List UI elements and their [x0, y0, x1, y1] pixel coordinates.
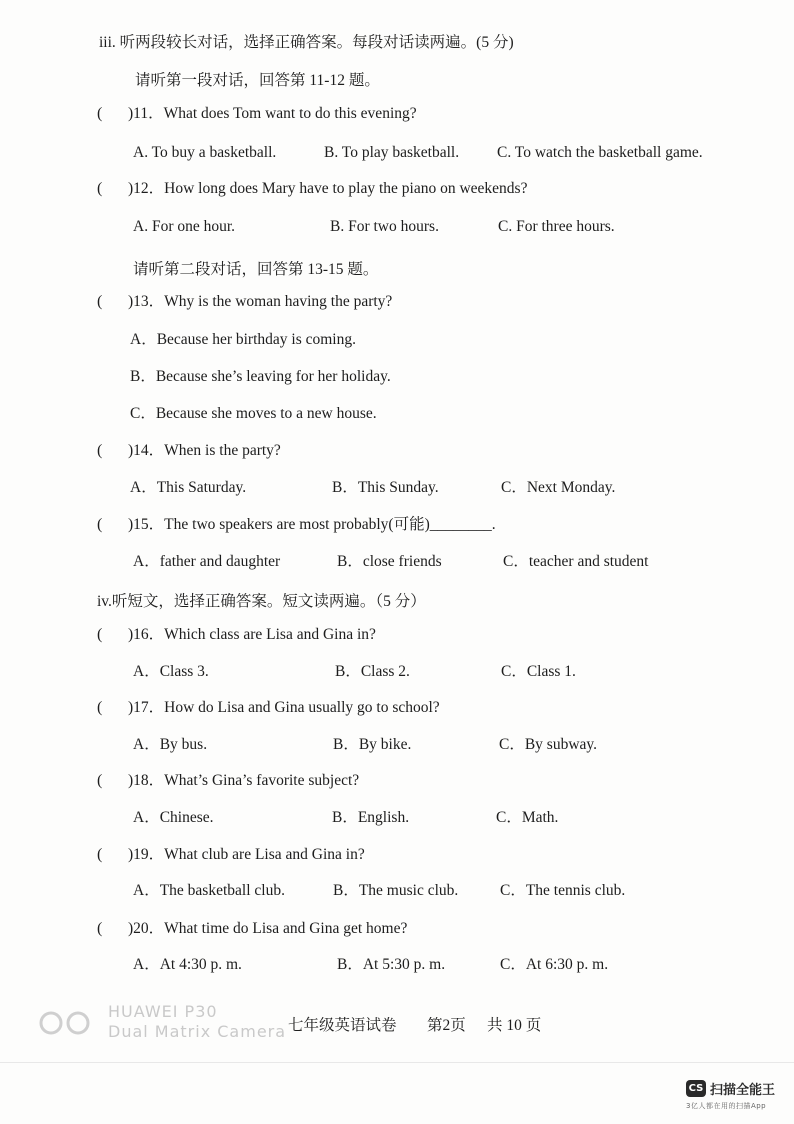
watermark-brand: HUAWEI P30 — [108, 1002, 218, 1021]
option-b: B．This Sunday. — [332, 479, 439, 496]
section-4-heading: iv.听短文，选择正确答案。短文读两遍。（5 分） — [97, 593, 426, 610]
answer-paren: ( — [97, 920, 103, 937]
option-c: C．By subway. — [499, 736, 598, 753]
option-a: A．Class 3. — [133, 663, 209, 680]
question-stem: )20．What time do Lisa and Gina get home? — [128, 920, 408, 937]
option-c: C．Class 1. — [501, 663, 576, 680]
option-c: C．Next Monday. — [501, 479, 616, 496]
option-a: A．father and daughter — [133, 553, 281, 570]
question-stem: )14．When is the party? — [128, 442, 281, 459]
question-stem: )16．Which class are Lisa and Gina in? — [128, 626, 376, 643]
camera-lens-icon — [38, 1010, 96, 1036]
answer-paren: ( — [97, 846, 103, 863]
option-c: C．Math. — [496, 809, 559, 826]
footer-exam-title: 七年级英语试卷 — [288, 1017, 397, 1034]
option-b: B. To play basketball. — [324, 144, 460, 161]
dialogue-1-intro: 请听第一段对话，回答第 11-12 题。 — [135, 72, 380, 89]
question-stem: )15．The two speakers are most probably(可能)________. — [128, 516, 496, 533]
footer-page-number: 第2页 — [427, 1017, 466, 1034]
answer-paren: ( — [97, 442, 103, 459]
option-b: B．close friends — [337, 553, 442, 570]
option-c: C. For three hours. — [498, 218, 615, 235]
option-a: A．At 4:30 p. m. — [133, 956, 242, 973]
answer-paren: ( — [97, 516, 103, 533]
answer-paren: ( — [97, 180, 103, 197]
option-b: B．Class 2. — [335, 663, 410, 680]
question-stem: )19．What club are Lisa and Gina in? — [128, 846, 365, 863]
scan-divider — [0, 1062, 794, 1063]
option-c: C. To watch the basketball game. — [497, 144, 703, 161]
option-a: A．This Saturday. — [130, 479, 247, 496]
answer-paren: ( — [97, 699, 103, 716]
option-b: B．The music club. — [333, 882, 459, 899]
camera-watermark — [108, 1002, 318, 1042]
camscanner-logo-icon: CS — [686, 1080, 706, 1097]
option-c: C．Because she moves to a new house. — [130, 405, 377, 422]
option-b: B. For two hours. — [330, 218, 439, 235]
option-b: B．Because she’s leaving for her holiday. — [130, 368, 391, 385]
option-c: C．The tennis club. — [500, 882, 626, 899]
option-a: A．Chinese. — [133, 809, 214, 826]
dialogue-2-intro: 请听第二段对话，回答第 13-15 题。 — [133, 261, 379, 278]
footer-total-pages: 共 10 页 — [487, 1017, 542, 1034]
camscanner-name: 扫描全能王 — [710, 1083, 776, 1098]
answer-paren: ( — [97, 293, 103, 310]
watermark-model: Dual Matrix Camera — [108, 1022, 287, 1041]
option-a: A. For one hour. — [133, 218, 236, 235]
answer-paren: ( — [97, 772, 103, 789]
answer-paren: ( — [97, 105, 103, 122]
camscanner-tagline: 3亿人都在用的扫描App — [686, 1102, 767, 1110]
question-stem: )18．What’s Gina’s favorite subject? — [128, 772, 360, 789]
answer-paren: ( — [97, 626, 103, 643]
option-b: B．English. — [332, 809, 410, 826]
option-a: A. To buy a basketball. — [133, 144, 277, 161]
question-stem: )13．Why is the woman having the party? — [128, 293, 393, 310]
question-stem: )11．What does Tom want to do this evening? — [128, 105, 417, 122]
option-c: C．teacher and student — [503, 553, 649, 570]
option-a: A．The basketball club. — [133, 882, 285, 899]
section-3-heading: iii. 听两段较长对话，选择正确答案。每段对话读两遍。(5 分) — [99, 34, 514, 51]
option-a: A．Because her birthday is coming. — [130, 331, 356, 348]
option-b: B．By bike. — [333, 736, 412, 753]
question-stem: )12．How long does Mary have to play the piano on weekends? — [128, 180, 528, 197]
question-stem: )17．How do Lisa and Gina usually go to school? — [128, 699, 440, 716]
option-b: B．At 5:30 p. m. — [337, 956, 446, 973]
option-c: C．At 6:30 p. m. — [500, 956, 609, 973]
option-a: A．By bus. — [133, 736, 208, 753]
